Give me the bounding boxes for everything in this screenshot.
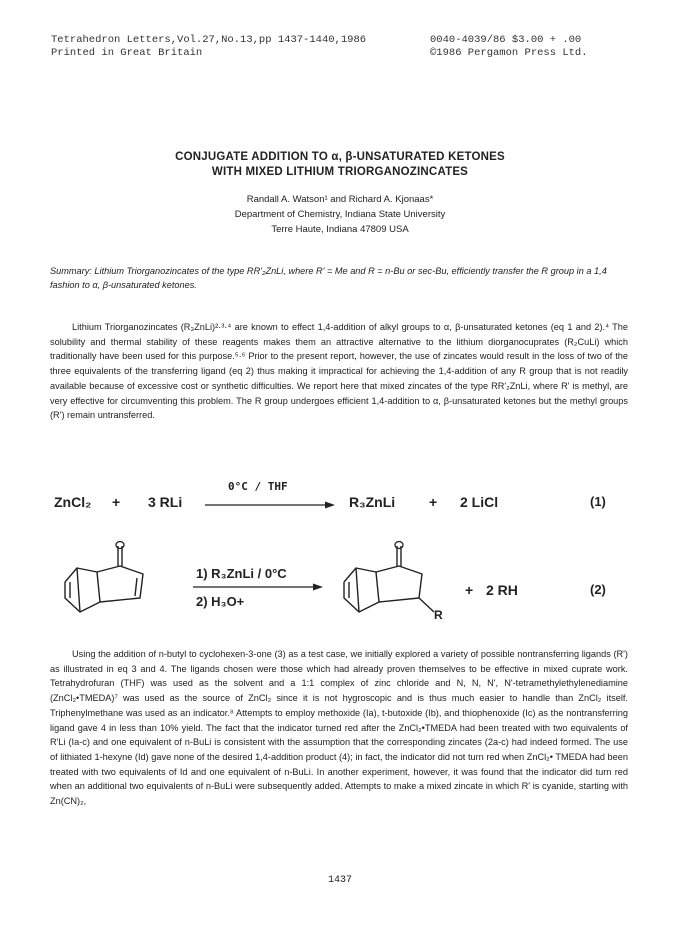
issn-price: 0040-4039/86 $3.00 + .00 (430, 34, 582, 46)
eq2-byproduct: 2 RH (486, 582, 518, 598)
page-number: 1437 (327, 875, 352, 886)
printed-in: Printed in Great Britain (51, 47, 203, 59)
results-paragraph (50, 647, 628, 809)
eq2-step-2: 2) H₃O+ (196, 594, 245, 609)
eq2-arrow (193, 582, 323, 592)
eq1-plus: + (112, 494, 121, 510)
eq1-number: (1) (590, 494, 606, 509)
eq2-r-label: R (434, 608, 443, 622)
copyright: ©1986 Pergamon Press Ltd. (430, 47, 588, 59)
eq1-plus-2: + (429, 494, 438, 510)
eq2-reactant-enone-structure (55, 540, 165, 620)
eq1-rli: 3 RLi (148, 494, 183, 510)
eq2-plus: + (465, 582, 474, 598)
summary: Summary: Lithium Triorganozincates of the type RR'₂ZnLi, where R' = Me and R = n-Bu or sec-Bu, efficiently transfer the R group in a 1,4 fashion to α, β-unsaturated ketones. (50, 266, 607, 290)
article-title-line-1: CONJUGATE ADDITION TO α, β-UNSATURATED KETONES (175, 151, 505, 163)
intro-paragraph (50, 320, 628, 423)
eq2-number: (2) (590, 582, 606, 597)
eq1-licl: 2 LiCl (460, 494, 499, 510)
intro-paragraph-text: Lithium Triorganozincates (R₃ZnLi)²·³·⁴ are known to effect 1,4-addition of alkyl groups to α, β-unsaturated ketones (eq 1 and 2).⁴ The solubility and thermal stability of these reagents makes them an attractive alternative to the lithium diorganocuprates (R₂CuLi) which traditionally have been used for this purpose.⁵·⁶ Prior to the present report, however, the use of zincates would result in the loss of two of the three equivalents of the transferring ligand (eq 2) thus making it impractical for achieving the 1,4-addition of any R group that is not readily available because of excessive cost or synthetic difficulties. We report here that mixed zincates of the type RR'₂ZnLi, where R' is methyl, are very effective for circumventing this problem. The R group undergoes efficient 1,4-addition to α, β-unsaturated ketones but the methyl groups (R') remain untransferred. (50, 322, 628, 421)
eq2-product-ketone-structure (334, 540, 444, 630)
results-paragraph-text: Using the addition of n-butyl to cyclohexen-3-one (3) as a test case, we initially explored a variety of possible nontransferring ligands (R') as illustrated in eq 3 and 4. The ligands chosen were those which had already proven themselves to be effective in mixed cuprate work. Tetrahydrofuran (THF) was used as the solvent and a 1:1 complex of zinc chloride and N, N, N', N'-tetramethylethylenediamine (ZnCl₂•TMEDA)⁷ was used as the source of ZnCl₂ since it is not hygroscopic and is thus much easier to handle than ZnCl₂ itself. Triphenylmethane was used as an indicator.⁸ Attempts to employ methoxide (Ia), t-butoxide (Ib), and thiophenoxide (Ic) as the nontransferring ligand gave 4 in less than 10% yield. The fact that the indicator turned red after the ZnCl₂•TMEDA had been treated with two equivalents of R'Li (Ia-c) and one equivalent of n-BuLi is consistent with the assumption that the corresponding zincates (2a-c) had indeed formed. The use of lithiated 1-hexyne (Id) gave none of the desired 1,4-addition product (4); in fact, the indicator did not turn red when ZnCl₂• TMEDA had been treated with two equivalents of Id and one equivalent of n-BuLi. In another experiment, however, it was found that the indicator did turn red when an additional two equivalents of n-BuLi were subsequently added. Attempts to make a mixed zincate in which R' is cyanide, starting with Zn(CN)₂, (50, 649, 628, 807)
eq1-product-zincate: R₃ZnLi (349, 494, 396, 510)
article-title-line-2: WITH MIXED LITHIUM TRIORGANOZINCATES (211, 166, 469, 178)
author-address: Terre Haute, Indiana 47809 USA (271, 224, 409, 235)
author-names: Randall A. Watson¹ and Richard A. Kjonaas* (246, 194, 434, 205)
eq1-arrow (205, 500, 335, 510)
journal-citation: Tetrahedron Letters,Vol.27,No.13,pp 1437-1440,1986 (51, 34, 367, 46)
eq1-zncl2: ZnCl₂ (54, 494, 92, 510)
eq2-step-1: 1) R₃ZnLi / 0°C (196, 566, 287, 581)
eq1-conditions: 0°C / THF (228, 480, 288, 493)
author-department: Department of Chemistry, Indiana State University (234, 209, 446, 220)
